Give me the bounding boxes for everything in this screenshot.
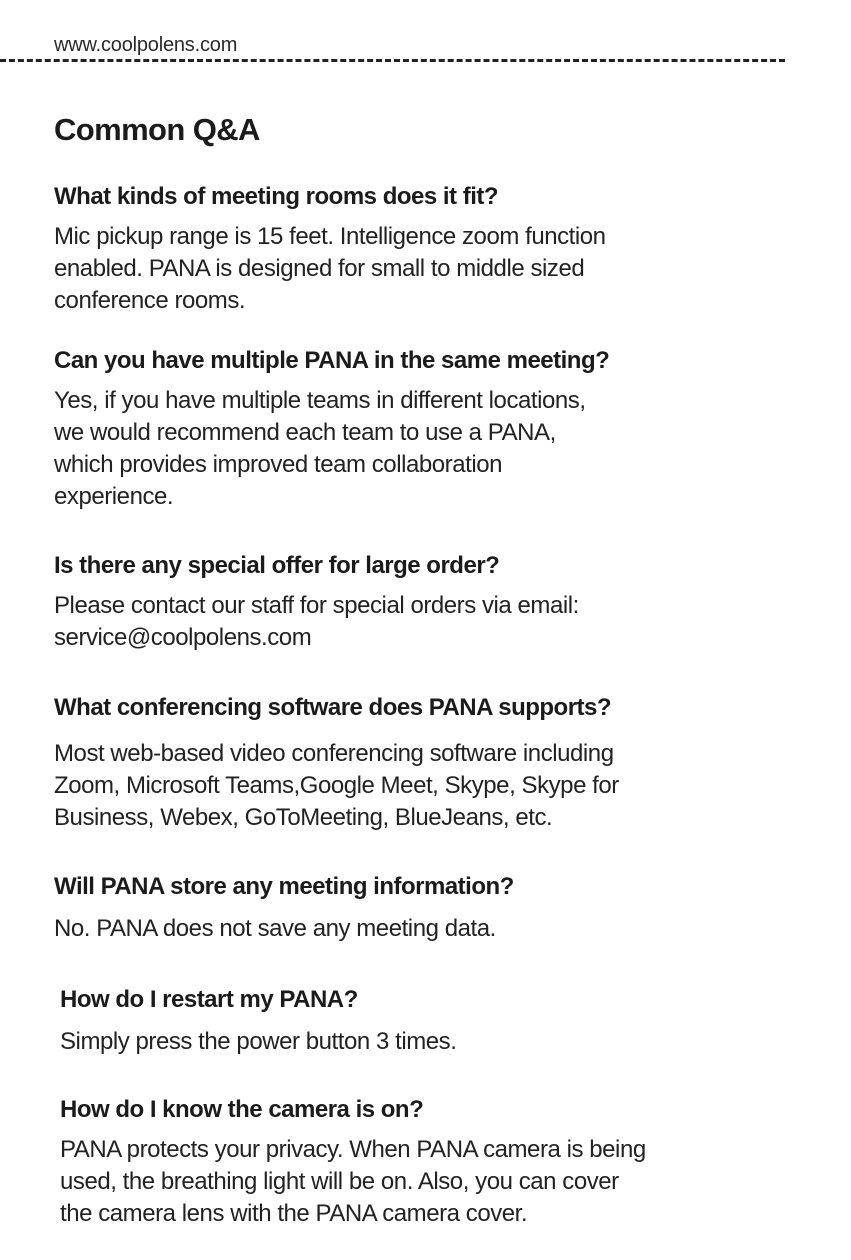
faq-answer-line: enabled. PANA is designed for small to middle sized xyxy=(54,255,585,282)
faq-item-meeting-rooms xyxy=(54,181,774,317)
header-dashed-divider xyxy=(0,59,785,62)
page-title: Common Q&A xyxy=(54,112,260,147)
faq-answer-line: used, the breathing light will be on. Also, you can cover xyxy=(60,1168,619,1195)
faq-item-conferencing-software xyxy=(54,692,774,834)
faq-answer-line: Simply press the power button 3 times. xyxy=(60,1028,457,1055)
faq-answer xyxy=(54,738,774,834)
faq-answer-line: PANA protects your privacy. When PANA camera is being xyxy=(60,1136,646,1163)
faq-item-multiple-pana xyxy=(54,345,774,513)
faq-item-restart xyxy=(60,984,780,1058)
faq-answer-line: Most web-based video conferencing software including xyxy=(54,740,614,767)
faq-answer xyxy=(54,221,774,317)
faq-answer-line: Please contact our staff for special orders via email: xyxy=(54,592,579,619)
faq-question: How do I know the camera is on? xyxy=(60,1096,424,1123)
faq-item-meeting-information xyxy=(54,871,774,945)
faq-question: Is there any special offer for large order? xyxy=(54,552,500,579)
faq-answer xyxy=(54,913,774,945)
faq-answer-email: service@coolpolens.com xyxy=(54,624,312,651)
faq-answer-line: Mic pickup range is 15 feet. Intelligence zoom function xyxy=(54,223,606,250)
faq-item-large-order xyxy=(54,550,774,654)
faq-question: Can you have multiple PANA in the same meeting? xyxy=(54,347,610,374)
faq-question: What conferencing software does PANA supports? xyxy=(54,694,612,721)
faq-question: Will PANA store any meeting information? xyxy=(54,873,514,900)
faq-answer-line: we would recommend each team to use a PANA, xyxy=(54,419,556,446)
faq-answer-line: Zoom, Microsoft Teams,Google Meet, Skype, Skype for xyxy=(54,772,619,799)
faq-answer-line: experience. xyxy=(54,483,174,510)
faq-answer-line: the camera lens with the PANA camera cover. xyxy=(60,1200,528,1227)
site-url: www.coolpolens.com xyxy=(54,34,238,56)
faq-answer-line: conference rooms. xyxy=(54,287,246,314)
faq-answer xyxy=(60,1026,780,1058)
faq-answer-line: Yes, if you have multiple teams in different locations, xyxy=(54,387,586,414)
faq-answer xyxy=(54,590,774,654)
faq-answer-line: which provides improved team collaboration xyxy=(54,451,502,478)
faq-question: How do I restart my PANA? xyxy=(60,986,358,1013)
faq-answer xyxy=(60,1134,780,1230)
faq-question: What kinds of meeting rooms does it fit? xyxy=(54,183,499,210)
faq-answer xyxy=(54,385,774,513)
faq-answer-line: Business, Webex, GoToMeeting, BlueJeans, etc. xyxy=(54,804,553,831)
faq-item-camera-on xyxy=(60,1094,780,1230)
faq-answer-line: No. PANA does not save any meeting data. xyxy=(54,915,496,942)
